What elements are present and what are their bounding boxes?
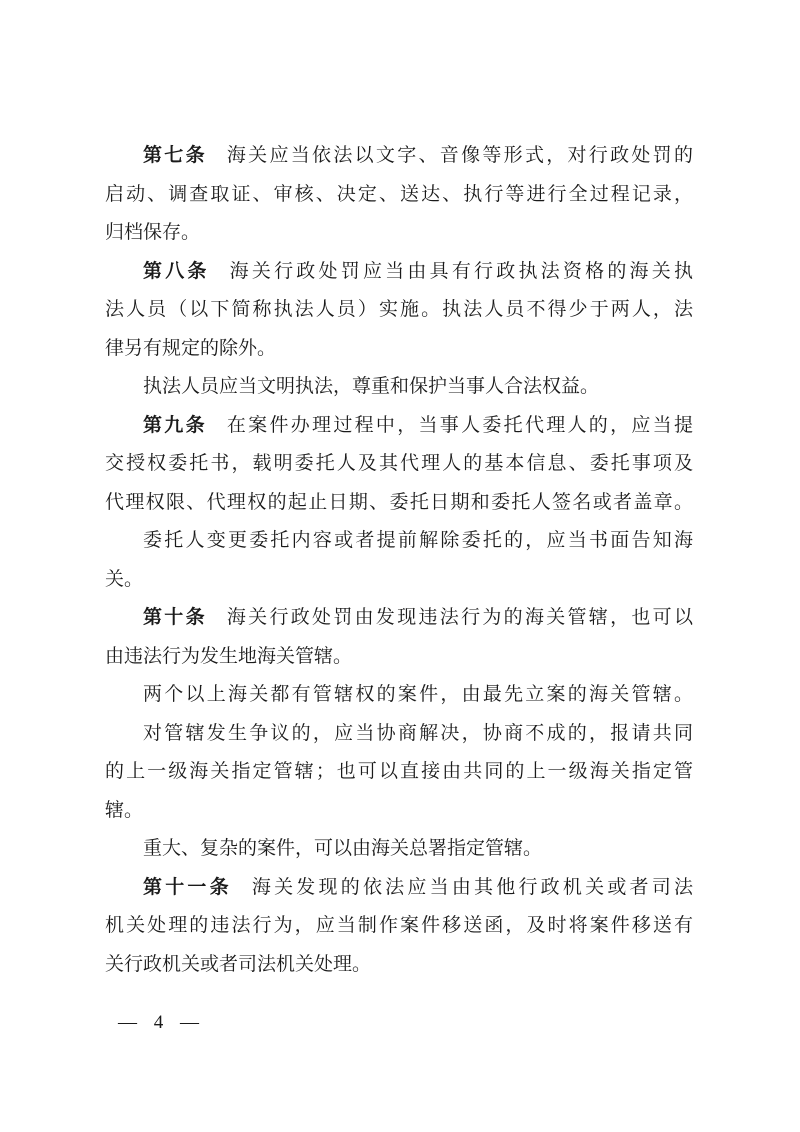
article-9-para-2-line-2: 关。 xyxy=(105,567,144,590)
article-7-line-1: 第七条 海关应当依法以文字、音像等形式，对行政处罚的 xyxy=(143,144,693,166)
article-heading: 第十条 xyxy=(143,606,207,628)
article-8-line-3: 律另有规定的除外。 xyxy=(105,336,277,359)
article-8-line-1: 第八条 海关行政处罚应当由具有行政执法资格的海关执 xyxy=(143,259,693,282)
article-9-line-2: 交授权委托书，载明委托人及其代理人的基本信息、委托事项及 xyxy=(105,452,693,474)
article-11-line-3: 关行政机关或者司法机关处理。 xyxy=(105,952,372,975)
article-10-line-1: 第十条 海关行政处罚由发现违法行为的海关管辖，也可以 xyxy=(143,606,693,628)
article-11-line-2: 机关处理的违法行为，应当制作案件移送函，及时将案件移送有 xyxy=(105,914,693,936)
article-heading: 第八条 xyxy=(143,259,210,282)
article-10-para-3-line-3: 辖。 xyxy=(105,798,144,821)
article-10-para-3-line-1: 对管辖发生争议的，应当协商解决，协商不成的，报请共同 xyxy=(143,721,693,744)
article-9-line-3: 代理权限、代理权的起止日期、委托日期和委托人签名或者盖章。 xyxy=(105,490,693,513)
article-heading: 第十一条 xyxy=(143,875,232,898)
article-10-line-2: 由违法行为发生地海关管辖。 xyxy=(105,644,353,667)
article-9-para-2-line-1: 委托人变更委托内容或者提前解除委托的，应当书面告知海 xyxy=(143,529,693,551)
article-10-para-4: 重大、复杂的案件，可以由海关总署指定管辖。 xyxy=(143,837,543,859)
article-heading: 第七条 xyxy=(143,144,207,166)
article-9-line-1: 第九条 在案件办理过程中，当事人委托代理人的，应当提 xyxy=(143,413,693,436)
article-8-para-2: 执法人员应当文明执法，尊重和保护当事人合法权益。 xyxy=(143,375,600,397)
article-11-line-1: 第十一条 海关发现的依法应当由其他行政机关或者司法 xyxy=(143,875,693,898)
article-7-line-2: 启动、调查取证、审核、决定、送达、执行等进行全过程记录， xyxy=(105,182,693,205)
article-heading: 第九条 xyxy=(143,413,207,436)
document-page xyxy=(105,136,693,983)
article-8-line-2: 法人员（以下简称执法人员）实施。执法人员不得少于两人，法 xyxy=(105,298,693,320)
article-10-para-2: 两个以上海关都有管辖权的案件，由最先立案的海关管辖。 xyxy=(143,683,693,705)
article-7-line-3: 归档保存。 xyxy=(105,221,201,243)
article-10-para-3-line-2: 的上一级海关指定管辖；也可以直接由共同的上一级海关指定管 xyxy=(105,760,693,782)
page-number: — 4 — xyxy=(118,1012,205,1033)
